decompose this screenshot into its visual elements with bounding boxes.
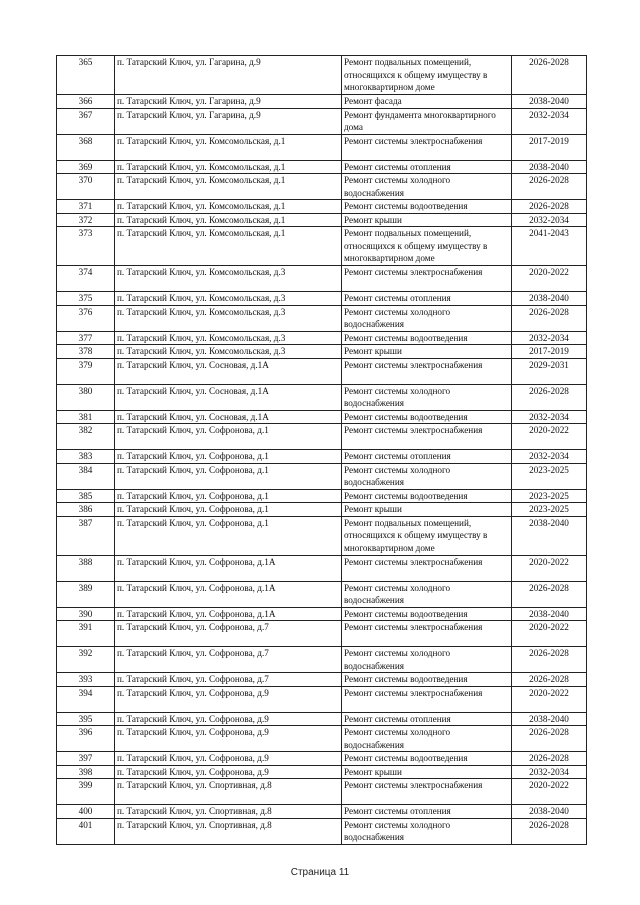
row-number-cell: 376: [57, 305, 115, 331]
row-number-cell: 371: [57, 200, 115, 214]
work-type-cell: Ремонт системы водоотведения: [342, 607, 512, 621]
period-cell: 2020-2022: [512, 555, 587, 581]
row-number-cell: 377: [57, 331, 115, 345]
period-cell: 2038-2040: [512, 712, 587, 726]
work-type-cell: Ремонт подвальных помещений, относящихся к общему имуществу в многоквартирном доме: [342, 516, 512, 555]
work-type-cell: Ремонт системы электроснабжения: [342, 358, 512, 384]
work-type-cell: Ремонт системы электроснабжения: [342, 621, 512, 647]
table-row: [57, 410, 587, 424]
address-cell: п. Татарский Ключ, ул. Комсомольская, д.3: [115, 292, 342, 306]
work-type-cell: Ремонт системы холодного водоснабжения: [342, 581, 512, 607]
work-type-cell: Ремонт системы холодного водоснабжения: [342, 384, 512, 410]
address-cell: п. Татарский Ключ, ул. Софронова, д.9: [115, 765, 342, 779]
page-footer: [0, 867, 640, 878]
work-type-cell: Ремонт подвальных помещений, относящихся к общему имуществу в многоквартирном доме: [342, 227, 512, 266]
period-cell: 2023-2025: [512, 503, 587, 517]
address-cell: п. Татарский Ключ, ул. Комсомольская, д.1: [115, 174, 342, 200]
table-body: [57, 56, 587, 845]
work-type-cell: Ремонт системы электроснабжения: [342, 266, 512, 292]
address-cell: п. Татарский Ключ, ул. Комсомольская, д.3: [115, 331, 342, 345]
table-row: [57, 95, 587, 109]
table-row: [57, 134, 587, 160]
table-row: [57, 213, 587, 227]
table-row: [57, 424, 587, 450]
period-cell: 2026-2028: [512, 673, 587, 687]
address-cell: п. Татарский Ключ, ул. Гагарина, д.9: [115, 95, 342, 109]
row-number-cell: 382: [57, 424, 115, 450]
address-cell: п. Татарский Ключ, ул. Сосновая, д.1А: [115, 384, 342, 410]
work-type-cell: Ремонт системы холодного водоснабжения: [342, 647, 512, 673]
address-cell: п. Татарский Ключ, ул. Софронова, д.1А: [115, 555, 342, 581]
row-number-cell: 385: [57, 489, 115, 503]
row-number-cell: 396: [57, 726, 115, 752]
table-row: [57, 673, 587, 687]
table-row: [57, 818, 587, 844]
table-row: [57, 174, 587, 200]
work-type-cell: Ремонт системы отопления: [342, 160, 512, 174]
work-type-cell: Ремонт крыши: [342, 503, 512, 517]
work-type-cell: Ремонт подвальных помещений, относящихся к общему имуществу в многоквартирном доме: [342, 56, 512, 95]
row-number-cell: 381: [57, 410, 115, 424]
table-row: [57, 805, 587, 819]
address-cell: п. Татарский Ключ, ул. Софронова, д.9: [115, 686, 342, 712]
address-cell: п. Татарский Ключ, ул. Софронова, д.7: [115, 621, 342, 647]
address-cell: п. Татарский Ключ, ул. Софронова, д.1А: [115, 607, 342, 621]
work-type-cell: Ремонт системы холодного водоснабжения: [342, 305, 512, 331]
address-cell: п. Татарский Ключ, ул. Гагарина, д.9: [115, 108, 342, 134]
address-cell: п. Татарский Ключ, ул. Софронова, д.1: [115, 424, 342, 450]
row-number-cell: 391: [57, 621, 115, 647]
period-cell: 2032-2034: [512, 108, 587, 134]
table-row: [57, 712, 587, 726]
row-number-cell: 369: [57, 160, 115, 174]
work-type-cell: Ремонт системы электроснабжения: [342, 424, 512, 450]
period-cell: 2038-2040: [512, 95, 587, 109]
document-page: [56, 55, 586, 845]
table-row: [57, 489, 587, 503]
row-number-cell: 365: [57, 56, 115, 95]
address-cell: п. Татарский Ключ, ул. Спортивная, д.8: [115, 805, 342, 819]
period-cell: 2038-2040: [512, 292, 587, 306]
work-type-cell: Ремонт системы отопления: [342, 805, 512, 819]
row-number-cell: 374: [57, 266, 115, 292]
period-cell: 2032-2034: [512, 410, 587, 424]
address-cell: п. Татарский Ключ, ул. Спортивная, д.8: [115, 818, 342, 844]
period-cell: 2026-2028: [512, 200, 587, 214]
row-number-cell: 389: [57, 581, 115, 607]
period-cell: 2020-2022: [512, 621, 587, 647]
address-cell: п. Татарский Ключ, ул. Комсомольская, д.3: [115, 266, 342, 292]
table-row: [57, 752, 587, 766]
period-cell: 2032-2034: [512, 765, 587, 779]
row-number-cell: 380: [57, 384, 115, 410]
work-type-cell: Ремонт системы водоотведения: [342, 489, 512, 503]
work-type-cell: Ремонт системы электроснабжения: [342, 555, 512, 581]
table-row: [57, 331, 587, 345]
period-cell: 2026-2028: [512, 726, 587, 752]
period-cell: 2026-2028: [512, 581, 587, 607]
address-cell: п. Татарский Ключ, ул. Софронова, д.9: [115, 712, 342, 726]
work-type-cell: Ремонт системы отопления: [342, 292, 512, 306]
work-type-cell: Ремонт системы холодного водоснабжения: [342, 174, 512, 200]
work-type-cell: Ремонт системы холодного водоснабжения: [342, 726, 512, 752]
row-number-cell: 378: [57, 345, 115, 359]
period-cell: 2020-2022: [512, 686, 587, 712]
row-number-cell: 387: [57, 516, 115, 555]
work-type-cell: Ремонт крыши: [342, 213, 512, 227]
table-row: [57, 607, 587, 621]
period-cell: 2026-2028: [512, 305, 587, 331]
row-number-cell: 368: [57, 134, 115, 160]
table-row: [57, 765, 587, 779]
period-cell: 2032-2034: [512, 213, 587, 227]
table-row: [57, 555, 587, 581]
table-row: [57, 516, 587, 555]
row-number-cell: 372: [57, 213, 115, 227]
repair-schedule-table: [56, 55, 587, 845]
period-cell: 2017-2019: [512, 134, 587, 160]
row-number-cell: 388: [57, 555, 115, 581]
table-row: [57, 358, 587, 384]
table-row: [57, 292, 587, 306]
period-cell: 2029-2031: [512, 358, 587, 384]
address-cell: п. Татарский Ключ, ул. Спортивная, д.8: [115, 779, 342, 805]
row-number-cell: 393: [57, 673, 115, 687]
period-cell: 2026-2028: [512, 56, 587, 95]
table-row: [57, 56, 587, 95]
table-row: [57, 384, 587, 410]
work-type-cell: Ремонт системы водоотведения: [342, 752, 512, 766]
row-number-cell: 397: [57, 752, 115, 766]
work-type-cell: Ремонт системы водоотведения: [342, 200, 512, 214]
address-cell: п. Татарский Ключ, ул. Сосновая, д.1А: [115, 358, 342, 384]
address-cell: п. Татарский Ключ, ул. Софронова, д.1: [115, 489, 342, 503]
period-cell: 2038-2040: [512, 516, 587, 555]
period-cell: 2026-2028: [512, 752, 587, 766]
work-type-cell: Ремонт системы отопления: [342, 450, 512, 464]
row-number-cell: 386: [57, 503, 115, 517]
work-type-cell: Ремонт фундамента многоквартирного дома: [342, 108, 512, 134]
address-cell: п. Татарский Ключ, ул. Софронова, д.1: [115, 503, 342, 517]
period-cell: 2026-2028: [512, 818, 587, 844]
address-cell: п. Татарский Ключ, ул. Комсомольская, д.1: [115, 227, 342, 266]
address-cell: п. Татарский Ключ, ул. Сосновая, д.1А: [115, 410, 342, 424]
period-cell: 2020-2022: [512, 424, 587, 450]
period-cell: 2038-2040: [512, 160, 587, 174]
row-number-cell: 379: [57, 358, 115, 384]
table-row: [57, 581, 587, 607]
row-number-cell: 373: [57, 227, 115, 266]
address-cell: п. Татарский Ключ, ул. Комсомольская, д.1: [115, 213, 342, 227]
work-type-cell: Ремонт системы водоотведения: [342, 673, 512, 687]
row-number-cell: 399: [57, 779, 115, 805]
period-cell: 2017-2019: [512, 345, 587, 359]
address-cell: п. Татарский Ключ, ул. Комсомольская, д.1: [115, 134, 342, 160]
work-type-cell: Ремонт фасада: [342, 95, 512, 109]
table-row: [57, 726, 587, 752]
row-number-cell: 400: [57, 805, 115, 819]
table-row: [57, 108, 587, 134]
row-number-cell: 366: [57, 95, 115, 109]
work-type-cell: Ремонт системы холодного водоснабжения: [342, 818, 512, 844]
work-type-cell: Ремонт системы электроснабжения: [342, 779, 512, 805]
address-cell: п. Татарский Ключ, ул. Комсомольская, д.1: [115, 160, 342, 174]
work-type-cell: Ремонт крыши: [342, 345, 512, 359]
period-cell: 2026-2028: [512, 384, 587, 410]
table-row: [57, 686, 587, 712]
table-row: [57, 647, 587, 673]
work-type-cell: Ремонт системы отопления: [342, 712, 512, 726]
table-row: [57, 463, 587, 489]
work-type-cell: Ремонт системы электроснабжения: [342, 686, 512, 712]
table-row: [57, 266, 587, 292]
address-cell: п. Татарский Ключ, ул. Софронова, д.7: [115, 673, 342, 687]
work-type-cell: Ремонт системы холодного водоснабжения: [342, 463, 512, 489]
table-row: [57, 621, 587, 647]
period-cell: 2023-2025: [512, 463, 587, 489]
work-type-cell: Ремонт системы электроснабжения: [342, 134, 512, 160]
period-cell: 2020-2022: [512, 779, 587, 805]
page-number-label: Страница 11: [290, 867, 350, 878]
period-cell: 2038-2040: [512, 805, 587, 819]
table-row: [57, 345, 587, 359]
row-number-cell: 384: [57, 463, 115, 489]
table-row: [57, 779, 587, 805]
address-cell: п. Татарский Ключ, ул. Софронова, д.9: [115, 752, 342, 766]
table-row: [57, 450, 587, 464]
table-row: [57, 503, 587, 517]
row-number-cell: 398: [57, 765, 115, 779]
table-row: [57, 200, 587, 214]
address-cell: п. Татарский Ключ, ул. Софронова, д.1: [115, 450, 342, 464]
address-cell: п. Татарский Ключ, ул. Комсомольская, д.3: [115, 345, 342, 359]
period-cell: 2032-2034: [512, 331, 587, 345]
table-row: [57, 160, 587, 174]
address-cell: п. Татарский Ключ, ул. Комсомольская, д.1: [115, 200, 342, 214]
period-cell: 2026-2028: [512, 174, 587, 200]
address-cell: п. Татарский Ключ, ул. Комсомольская, д.3: [115, 305, 342, 331]
row-number-cell: 367: [57, 108, 115, 134]
row-number-cell: 383: [57, 450, 115, 464]
address-cell: п. Татарский Ключ, ул. Софронова, д.1А: [115, 581, 342, 607]
row-number-cell: 375: [57, 292, 115, 306]
row-number-cell: 392: [57, 647, 115, 673]
work-type-cell: Ремонт системы водоотведения: [342, 410, 512, 424]
row-number-cell: 370: [57, 174, 115, 200]
row-number-cell: 390: [57, 607, 115, 621]
row-number-cell: 395: [57, 712, 115, 726]
period-cell: 2038-2040: [512, 607, 587, 621]
period-cell: 2032-2034: [512, 450, 587, 464]
address-cell: п. Татарский Ключ, ул. Софронова, д.9: [115, 726, 342, 752]
work-type-cell: Ремонт системы водоотведения: [342, 331, 512, 345]
period-cell: 2020-2022: [512, 266, 587, 292]
work-type-cell: Ремонт крыши: [342, 765, 512, 779]
table-row: [57, 305, 587, 331]
address-cell: п. Татарский Ключ, ул. Гагарина, д.9: [115, 56, 342, 95]
row-number-cell: 401: [57, 818, 115, 844]
period-cell: 2023-2025: [512, 489, 587, 503]
address-cell: п. Татарский Ключ, ул. Софронова, д.7: [115, 647, 342, 673]
table-row: [57, 227, 587, 266]
address-cell: п. Татарский Ключ, ул. Софронова, д.1: [115, 516, 342, 555]
period-cell: 2041-2043: [512, 227, 587, 266]
period-cell: 2026-2028: [512, 647, 587, 673]
address-cell: п. Татарский Ключ, ул. Софронова, д.1: [115, 463, 342, 489]
row-number-cell: 394: [57, 686, 115, 712]
